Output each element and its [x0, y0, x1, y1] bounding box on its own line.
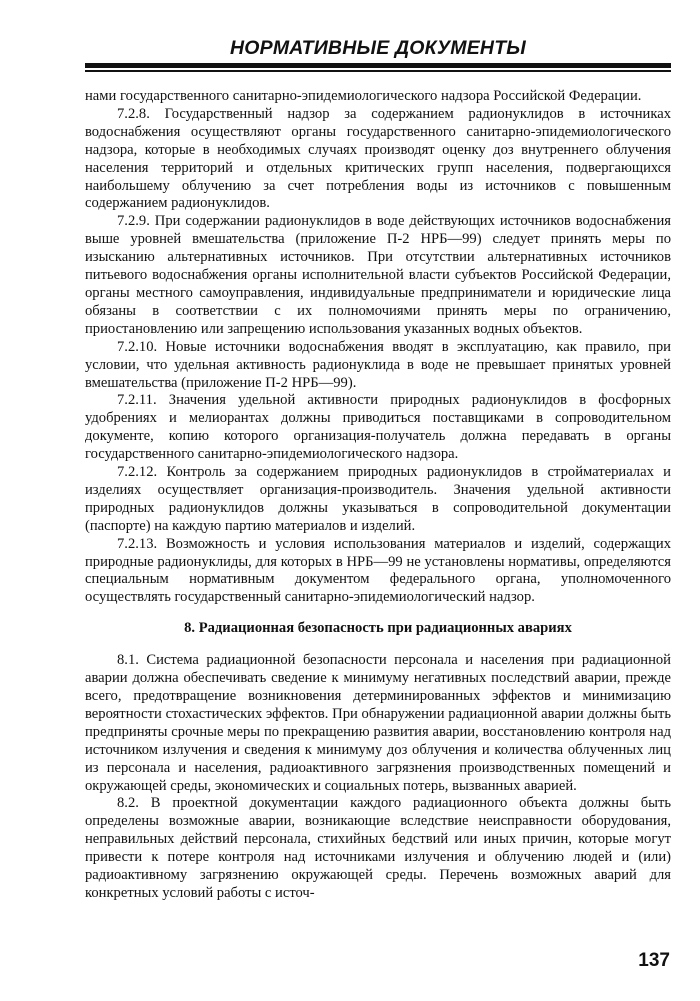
header-rule-thick: [85, 63, 671, 68]
header-title: НОРМАТИВНЫЕ ДОКУМЕНТЫ: [229, 37, 527, 59]
paragraph-8-1: 8.1. Система радиационной безопасности персонала и населения при радиационной аварии должна обеспечивать сведение к минимуму негативных последствий аварии, прежде всего, предотвращение возникновения детерминированных эффектов и минимизацию вероятности стохастических эффектов. При обнаружении радиационной аварии должны быть предприняты срочные меры по прекращению развития аварии, восстановлению контроля над источником излучения и сведения к минимуму доз облучения и количества облученных лиц из персонала и населения, радиоактивного загрязнения производственных помещений и окружающей среды, экономических и социальных потерь, вызванных аварией.: [85, 652, 671, 794]
paragraph-7-2-8: 7.2.8. Государственный надзор за содержанием радионуклидов в источниках водоснабжения осуществляют органы государственного санитарно-эпидемиологического надзора, которые в необходимых случаях производят оценку доз внутреннего облучения населения территорий и отдельных критических групп населения, подвергающихся наибольшему облучению за счет потребления воды из источников с повышенным содержанием радионуклидов.: [85, 105, 671, 212]
paragraph-7-2-9: 7.2.9. При содержании радионуклидов в воде действующих источников водоснабжения выше уровней вмешательства (приложение П-2 НРБ—99) следует принять меры по изысканию альтернативных источников. При отсутствии альтернативных источников питьевого водоснабжения органы исполнительной власти субъектов Российской Федерации, органы местного самоуправления, индивидуальные предприниматели и юридические лица обязаны в соответствии с их полномочиями принять меры по ограничению, приостановлению или запрещению использования указанных водных объектов.: [85, 213, 671, 337]
paragraph-7-2-10: 7.2.10. Новые источники водоснабжения вводят в эксплуатацию, как правило, при условии, что удельная активность радионуклида в воде не превышает принятых уровней вмешательства (приложение П-2 НРБ—99).: [85, 338, 671, 391]
paragraph-8-2: 8.2. В проектной документации каждого радиационного объекта должны быть определены возможные аварии, возникающие вследствие неисправности оборудования, неправильных действий персонала, стихийных бедствий или иных причин, которые могут привести к потере контроля над источниками излучения и облучению людей и (или) радиоактивному загрязнению окружающей среды. Перечень возможных аварий для конкретных условий работы с источ-: [85, 795, 671, 901]
paragraph-7-2-12: 7.2.12. Контроль за содержанием природных радионуклидов в стройматериалах и изделиях осуществляет организация-производитель. Значения удельной активности природных радионуклидов должны указываться в сопроводительной документации (паспорте) на каждую партию материалов и изделий.: [85, 464, 671, 534]
running-header: [85, 36, 671, 60]
page-number: 137: [638, 950, 670, 971]
header-rule-thin: [85, 70, 671, 72]
paragraph-7-2-11: 7.2.11. Значения удельной активности природных радионуклидов в фосфорных удобрениях и мелиорантах должны приводиться поставщиками в сопроводительном документе, копию которого организация-получатель должна передавать в органы государственного санитарно-эпидемиологического надзора.: [85, 392, 671, 463]
body-text: [85, 88, 671, 903]
section-heading: 8. Радиационная безопасность при радиационных авариях: [184, 620, 572, 637]
paragraph-7-2-13: 7.2.13. Возможность и условия использования материалов и изделий, содержащих природные радионуклиды, для которых в НРБ—99 не установлены нормативы, определяются специальным нормативным документом федерального органа, уполномоченного осуществлять государственный санитарно-эпидемиологический надзор.: [85, 535, 671, 606]
paragraph-continuation: нами государственного санитарно-эпидемиологического надзора Российской Федерации.: [85, 88, 642, 104]
